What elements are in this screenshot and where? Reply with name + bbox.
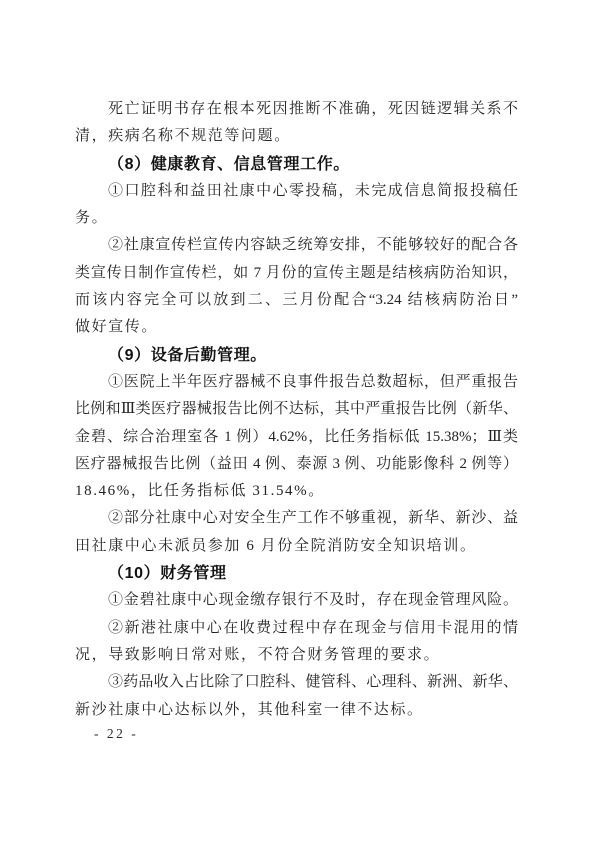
body-line: ②社康宣传栏宣传内容缺乏统筹安排，不能够较好的配合各: [108, 237, 518, 254]
body-line: 医疗器械报告比例（益田 4 例、泰源 3 例、功能影像科 2 例等）: [75, 455, 518, 472]
body-line: ①金碧社康中心现金缴存银行不及时，存在现金管理风险。: [108, 592, 518, 609]
body-line: ②新港社康中心在收费过程中存在现金与信用卡混用的情: [108, 619, 518, 636]
document-body: [75, 96, 518, 724]
body-line: 田社康中心未派员参加 6 月份全院消防安全知识培训。: [75, 537, 477, 554]
body-line: 况，导致影响日常对账，不符合财务管理的要求。: [75, 646, 441, 663]
body-line: 死亡证明书存在根本死因推断不准确，死因链逻辑关系不: [108, 101, 518, 117]
body-line: ②部分社康中心对安全生产工作不够重视，新华、新沙、益: [108, 510, 518, 527]
body-line: 18.46%，比任务指标低 31.54%。: [75, 483, 325, 500]
section-8-heading: （8）健康教育、信息管理工作。: [108, 155, 350, 173]
body-line: 金碧、综合治理室各 1 例）4.62%，比任务指标低 15.38%；Ⅲ类: [75, 428, 518, 445]
body-line: ①医院上半年医疗器械不良事件报告总数超标，但严重报告: [108, 373, 518, 390]
page-number: - 22 -: [94, 726, 139, 741]
body-line: ③药品收入占比除了口腔科、健管科、心理科、新洲、新华、: [108, 674, 518, 691]
body-line: 比例和Ⅲ类医疗器械报告比例不达标，其中严重报告比例（新华、: [75, 401, 518, 418]
body-line: 而该内容完全可以放到二、三月份配合“3.24 结核病防治日”: [75, 292, 518, 309]
section-10-heading: （10）财务管理: [108, 565, 227, 583]
body-line: 类宣传日制作宣传栏，如 7 月份的宣传主题是结核病防治知识，: [75, 264, 518, 281]
body-line: 做好宣传。: [75, 319, 159, 336]
body-line: 新沙社康中心达标以外，其他科室一律不达标。: [75, 701, 424, 718]
body-line: 务。: [75, 210, 109, 227]
body-line: ①口腔科和益田社康中心零投稿，未完成信息简报投稿任: [108, 182, 518, 199]
body-line: 清，疾病名称不规范等问题。: [75, 128, 291, 145]
section-9-heading: （9）设备后勤管理。: [108, 346, 267, 364]
